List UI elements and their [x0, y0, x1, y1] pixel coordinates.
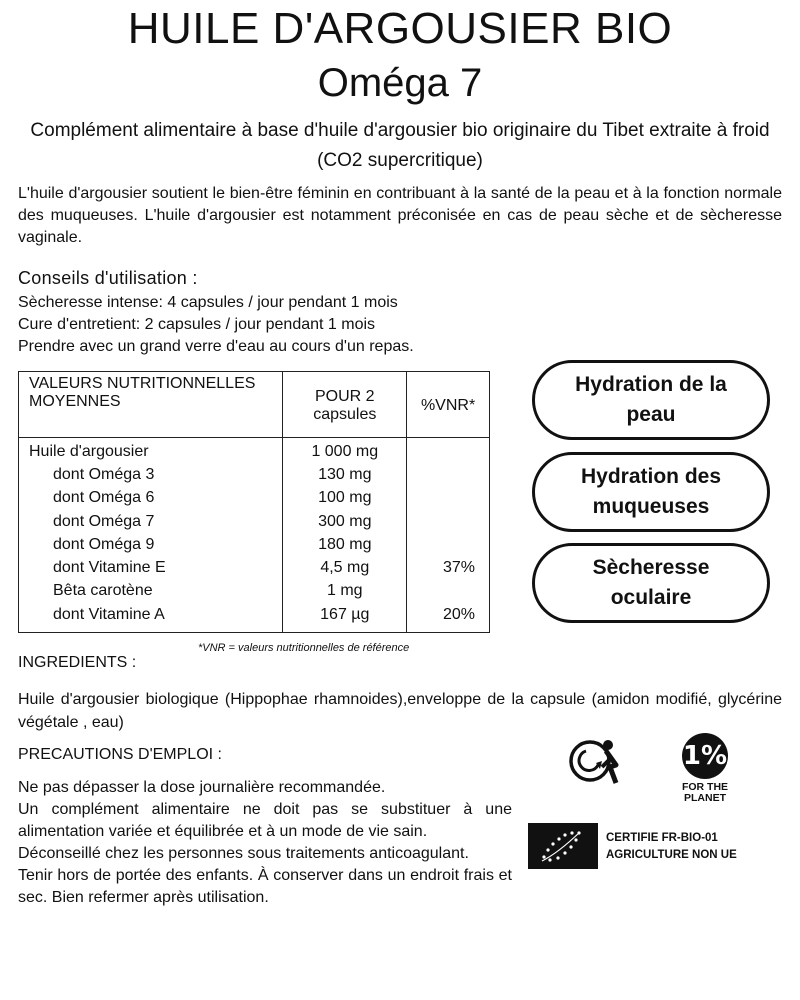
nutrient-name: Huile d'argousier [19, 438, 283, 464]
nutrient-name: dont Vitamine E [19, 556, 283, 579]
table-row [19, 603, 490, 633]
nutrient-vnr: 20% [442, 605, 475, 623]
usage-heading: Conseils d'utilisation : [18, 268, 198, 288]
cert-line: AGRICULTURE NON UE [606, 849, 737, 861]
usage-instructions [18, 292, 538, 358]
intro-paragraph: L'huile d'argousier soutient le bien-être féminin en contribuant à la santé de la peau et à la fonction normale des muqueuses. L'huile d'argousier est notamment préconisée en cas de peau sèche et de sècheresse vaginale. [18, 185, 782, 246]
eu-organic-leaf-logo [528, 823, 598, 869]
nutrient-value: 4,5 mg [283, 556, 407, 579]
usage-line: Prendre avec un grand verre d'eau au cours d'un repas. [18, 338, 414, 355]
nutrient-name: Bêta carotène [19, 579, 283, 602]
nutrient-value: 1 mg [283, 579, 407, 602]
table-row [19, 438, 490, 464]
benefit-label: Hydration de la peau [575, 373, 727, 426]
one-percent-for-the-planet-logo [672, 733, 738, 807]
nutrient-vnr [407, 510, 490, 533]
certification-text [606, 830, 737, 864]
benefit-badge-mucosa [532, 452, 770, 532]
nutrient-vnr [407, 486, 490, 509]
nutrient-name: dont Oméga 3 [19, 463, 283, 486]
one-percent-text: FOR THE PLANET [681, 781, 729, 804]
nutrient-value: 1 000 mg [283, 438, 407, 464]
header-nutrient: VALEURS NUTRITIONNELLES MOYENNES [19, 372, 283, 438]
table-row [19, 533, 490, 556]
benefit-label: Sècheresse oculaire [592, 556, 710, 609]
precaution-item: Tenir hors de portée des enfants. À conserver dans un endroit frais et sec. Bien refermer après utilisation. [18, 867, 512, 906]
nutrient-name: dont Vitamine A [19, 603, 283, 633]
usage-line: Sècheresse intense: 4 capsules / jour pendant 1 mois [18, 294, 398, 311]
nutrition-table [18, 371, 490, 633]
nutrient-name: dont Oméga 6 [19, 486, 283, 509]
table-row [19, 463, 490, 486]
precaution-item: Un complément alimentaire ne doit pas se substituer à une alimentation variée et équilibrée et à un mode de vie sain. [18, 801, 512, 840]
nutrient-name: dont Oméga 9 [19, 533, 283, 556]
nutrient-value: 100 mg [283, 486, 407, 509]
product-title: HUILE D'ARGOUSIER BIO [127, 4, 673, 53]
nutrient-vnr [407, 463, 490, 486]
nutrient-vnr: 37% [442, 559, 475, 577]
one-percent-mark: 1% [682, 733, 728, 779]
table-row [19, 510, 490, 533]
ingredients-heading: INGREDIENTS : [18, 654, 137, 671]
nutrition-table-header [19, 372, 490, 438]
product-description: Complément alimentaire à base d'huile d'argousier bio originaire du Tibet extraite à froid (CO2 supercritique) [30, 120, 770, 171]
nutrient-value: 130 mg [283, 463, 407, 486]
benefit-badge-skin [532, 360, 770, 440]
precautions-text [18, 777, 512, 909]
cert-line: CERTIFIE FR-BIO-01 [606, 832, 718, 844]
table-row [19, 556, 490, 579]
nutrient-value: 167 µg [283, 603, 407, 633]
nutrient-name: dont Oméga 7 [19, 510, 283, 533]
benefit-badge-eyes [532, 543, 770, 623]
triman-icon [566, 733, 626, 793]
nutrient-vnr [407, 533, 490, 556]
vnr-footnote: *VNR = valeurs nutritionnelles de référence [198, 642, 410, 654]
header-per-dose: POUR 2 capsules [283, 372, 407, 438]
precautions-heading: PRECAUTIONS D'EMPLOI : [18, 746, 222, 763]
nutrient-value: 300 mg [283, 510, 407, 533]
precaution-item: Ne pas dépasser la dose journalière recommandée. [18, 779, 386, 796]
nutrient-value: 180 mg [283, 533, 407, 556]
product-subtitle: Oméga 7 [317, 61, 483, 105]
nutrient-vnr [407, 438, 490, 464]
table-row [19, 486, 490, 509]
header-vnr: %VNR* [407, 372, 490, 438]
nutrient-vnr [407, 579, 490, 602]
table-row [19, 579, 490, 602]
usage-line: Cure d'entretient: 2 capsules / jour pendant 1 mois [18, 316, 376, 333]
benefit-label: Hydration des muqueuses [580, 465, 722, 518]
precaution-item: Déconseillé chez les personnes sous traitements anticoagulant. [18, 845, 469, 862]
ingredients-text: Huile d'argousier biologique (Hippophae rhamnoides),enveloppe de la capsule (amidon modifié, glycérine végétale , eau) [18, 691, 782, 731]
